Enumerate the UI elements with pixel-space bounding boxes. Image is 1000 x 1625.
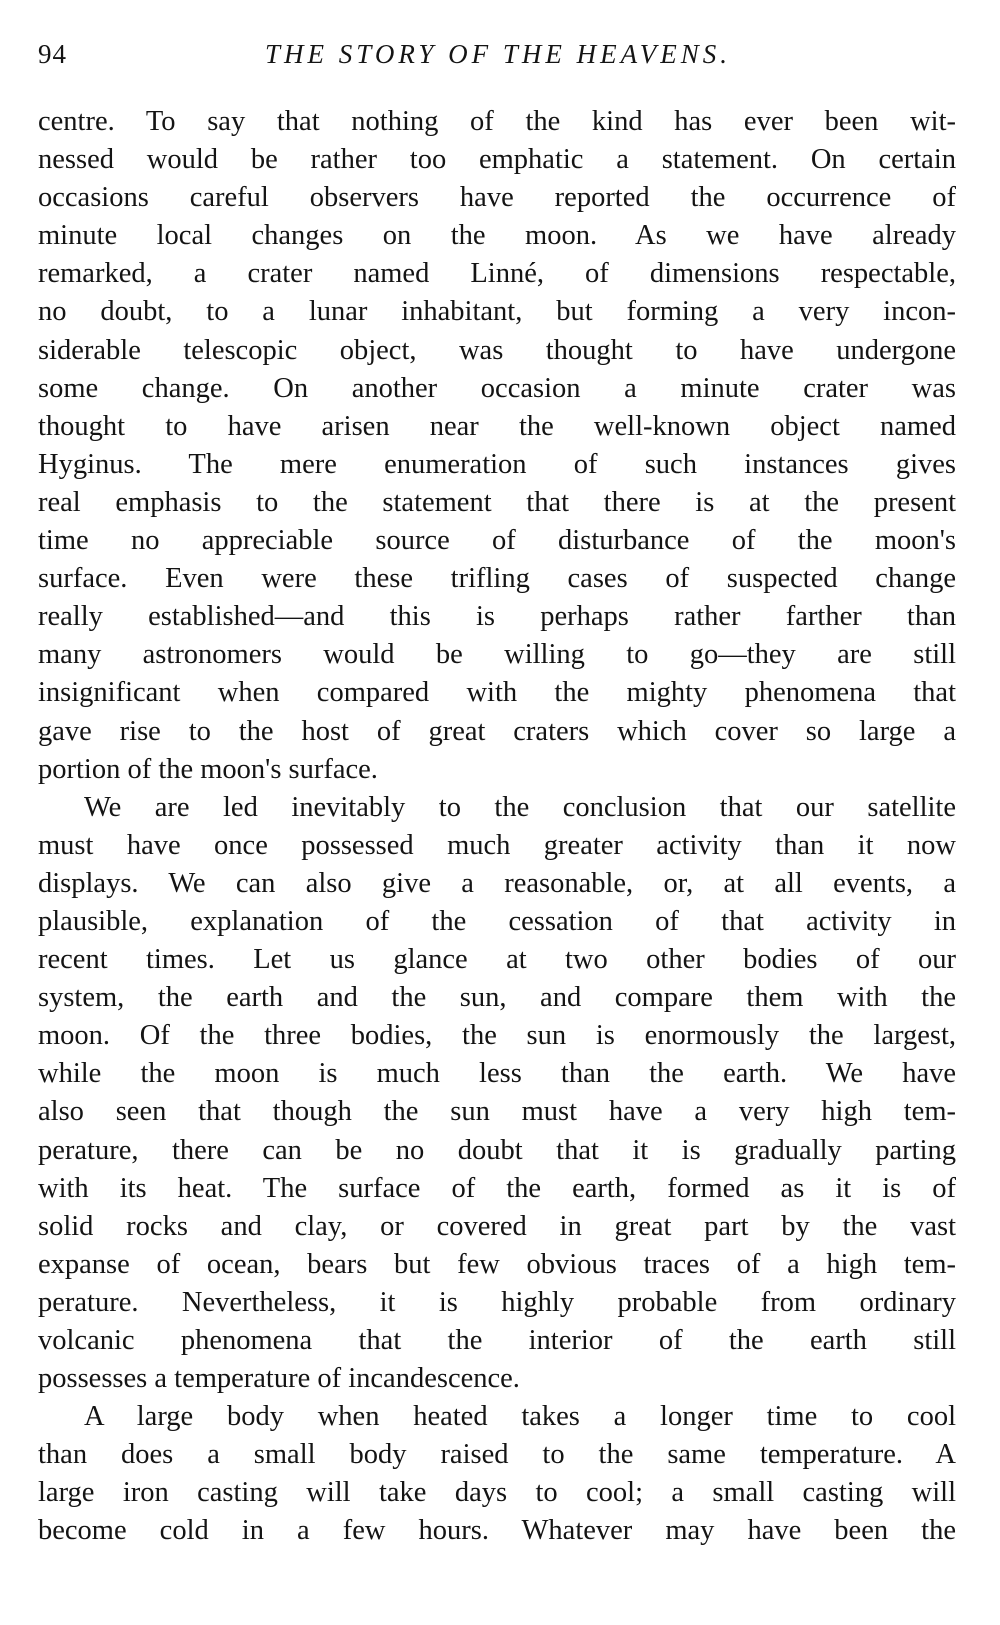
- text-line: perature, there can be no doubt that it is gradually parting: [38, 1134, 956, 1166]
- text-line: expanse of ocean, bears but few obvious traces of a high tem-: [38, 1248, 956, 1280]
- text-line: perature. Nevertheless, it is highly probable from ordinary: [38, 1286, 956, 1318]
- text-line: large iron casting will take days to cool; a small casting will: [38, 1477, 956, 1509]
- text-line: system, the earth and the sun, and compare them with the: [38, 982, 956, 1014]
- text-line: some change. On another occasion a minute crater was: [38, 372, 956, 404]
- text-line: centre. To say that nothing of the kind has ever been wit-: [38, 106, 956, 137]
- text-line: than does a small body raised to the same temperature. A: [38, 1439, 956, 1471]
- text-line: also seen that though the sun must have a very high tem-: [38, 1096, 956, 1128]
- text-line: thought to have arisen near the well-known object named: [38, 410, 956, 442]
- running-head: [38, 34, 958, 74]
- text-line: occasions careful observers have reported the occurrence of: [38, 182, 956, 214]
- page-number: 94: [38, 39, 67, 69]
- text-line: with its heat. The surface of the earth, formed as it is of: [38, 1172, 956, 1204]
- text-line: insignificant when compared with the mighty phenomena that: [38, 677, 956, 709]
- text-line: really established—and this is perhaps rather farther than: [38, 601, 956, 633]
- paragraph-3: [38, 1398, 956, 1550]
- text-line: time no appreciable source of disturbance of the moon's: [38, 525, 956, 557]
- text-line: moon. Of the three bodies, the sun is enormously the largest,: [38, 1020, 956, 1052]
- paragraph-1: [38, 103, 956, 789]
- text-line: minute local changes on the moon. As we have already: [38, 220, 956, 252]
- text-line: nessed would be rather too emphatic a statement. On certain: [38, 144, 956, 176]
- text-line: gave rise to the host of great craters which cover so large a: [38, 715, 956, 747]
- text-line: many astronomers would be willing to go—they are still: [38, 639, 956, 671]
- text-line: while the moon is much less than the earth. We have: [38, 1058, 956, 1090]
- text-line: surface. Even were these trifling cases of suspected change: [38, 563, 956, 595]
- text-line: A large body when heated takes a longer time to cool: [84, 1401, 956, 1433]
- text-line: must have once possessed much greater activity than it now: [38, 829, 956, 861]
- text-line: portion of the moon's surface.: [38, 753, 378, 785]
- running-title: THE STORY OF THE HEAVENS.: [265, 39, 731, 69]
- text-line: siderable telescopic object, was thought to have undergone: [38, 334, 956, 366]
- text-line: become cold in a few hours. Whatever may have been the: [38, 1515, 956, 1547]
- text-line: possesses a temperature of incandescence.: [38, 1363, 520, 1395]
- text-line: recent times. Let us glance at two other bodies of our: [38, 944, 956, 976]
- text-line: remarked, a crater named Linné, of dimensions respectable,: [38, 258, 956, 290]
- paragraph-2: [38, 789, 956, 1399]
- text-line: solid rocks and clay, or covered in great part by the vast: [38, 1210, 956, 1242]
- text-line: plausible, explanation of the cessation of that activity in: [38, 905, 956, 937]
- text-line: displays. We can also give a reasonable, or, at all events, a: [38, 867, 956, 899]
- text-line: We are led inevitably to the conclusion that our satellite: [84, 791, 956, 823]
- body-text: [38, 103, 956, 1551]
- text-line: no doubt, to a lunar inhabitant, but forming a very incon-: [38, 296, 956, 328]
- text-line: Hyginus. The mere enumeration of such instances gives: [38, 448, 956, 480]
- text-line: real emphasis to the statement that there is at the present: [38, 486, 956, 518]
- text-line: volcanic phenomena that the interior of the earth still: [38, 1325, 956, 1356]
